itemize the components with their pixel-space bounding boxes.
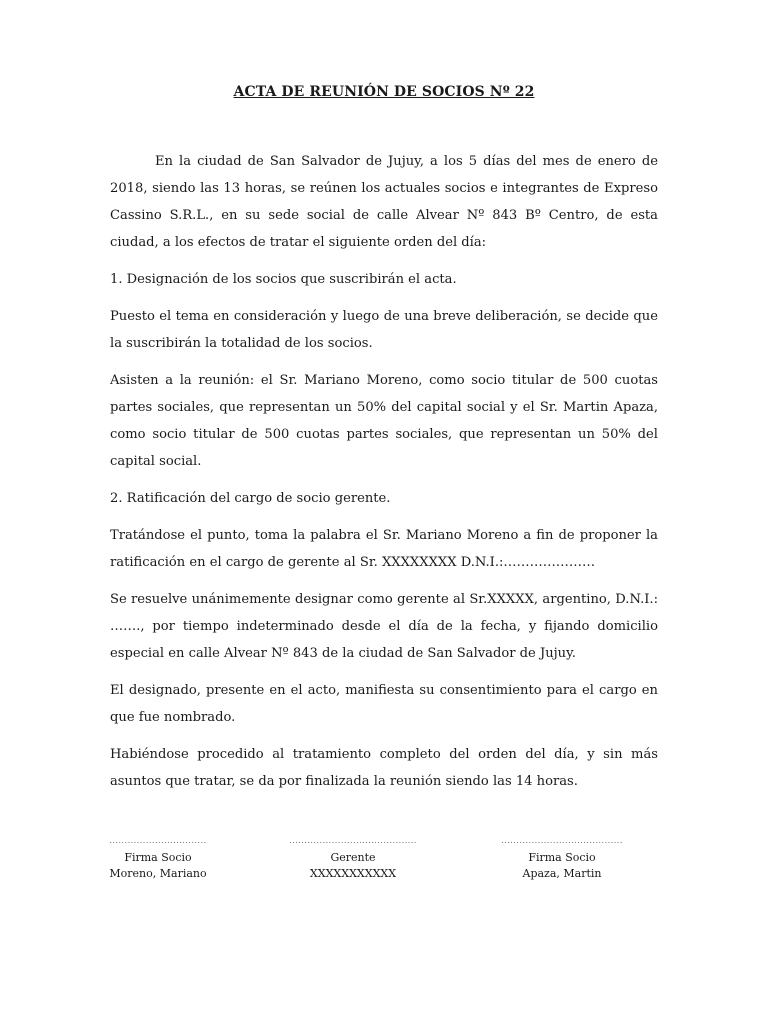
paragraph-deliberation: Puesto el tema en consideración y luego de una breve deliberación, se decide que la suscribirán la totalidad de los socios. <box>110 309 658 351</box>
paragraph-attendees: Asisten a la reunión: el Sr. Mariano Moreno, como socio titular de 500 cuotas partes sociales, que representan un 50% del capital social y el Sr. Martin Apaza, como socio titular de 500 cuotas partes sociales, que representan un 50% del capital social. <box>110 373 658 469</box>
signature-line: ................................ <box>109 836 207 845</box>
signature-socio-apaza <box>492 836 632 882</box>
paragraph-proposal: Tratándose el punto, toma la palabra el Sr. Mariano Moreno a fin de proponer la ratificación en el cargo de gerente al Sr. XXXXXXXX D.N.I.:………………… <box>110 528 658 570</box>
signature-role: Firma Socio <box>124 851 192 864</box>
signature-name: Apaza, Martin <box>522 867 602 880</box>
agenda-item-2: 2. Ratificación del cargo de socio gerente. <box>110 491 391 506</box>
paragraph-intro: En la ciudad de San Salvador de Jujuy, a los 5 días del mes de enero de 2018, siendo las 13 horas, se reúnen los actuales socios e integrantes de Expreso Cassino S.R.L., en su sede social de calle Alvear Nº 843 Bº Centro, de esta ciudad, a los efectos de tratar el siguiente orden del día: <box>110 154 658 250</box>
signature-name: XXXXXXXXXXX <box>309 867 397 880</box>
signature-block <box>80 836 680 896</box>
signature-line: ........................................ <box>501 836 623 845</box>
agenda-item-1: 1. Designación de los socios que suscribirán el acta. <box>110 272 457 287</box>
paragraph-closing: Habiéndose procedido al tratamiento completo del orden del día, y sin más asuntos que tratar, se da por finalizada la reunión siendo las 14 horas. <box>110 747 658 789</box>
signature-socio-moreno <box>98 836 218 882</box>
signature-gerente <box>288 836 418 882</box>
signature-name: Moreno, Mariano <box>109 867 207 880</box>
paragraph-consent: El designado, presente en el acto, manifiesta su consentimiento para el cargo en que fue nombrado. <box>110 683 658 725</box>
document-title: ACTA DE REUNIÓN DE SOCIOS Nº 22 <box>233 84 535 100</box>
document-body <box>110 148 658 805</box>
paragraph-resolution: Se resuelve unánimemente designar como gerente al Sr.XXXXX, argentino, D.N.I.: ……., por tiempo indeterminado desde el día de la fecha, y fijando domicilio especial en calle Alvear Nº 843 de la ciudad de San Salvador de Jujuy. <box>110 592 658 661</box>
signature-line: .......................................... <box>289 836 417 845</box>
signature-role: Gerente <box>330 851 376 864</box>
signature-role: Firma Socio <box>528 851 596 864</box>
